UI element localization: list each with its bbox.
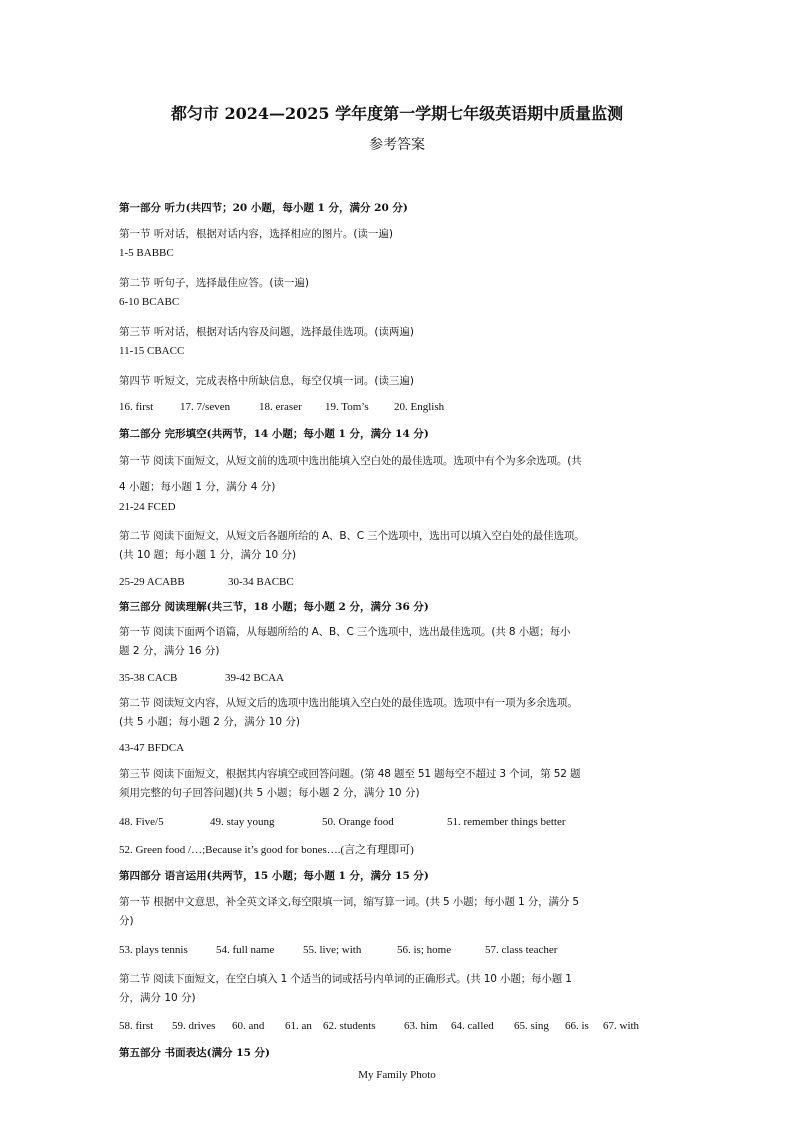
part4-section2-desc-line1: 第二节 阅读下面短文，在空白填入 1 个适当的词或括号内单词的正确形式。(共 10 小题；每小题 1 bbox=[119, 973, 572, 985]
part1-heading: 第一部分 听力(共四节；20 小题，每小题 1 分，满分 20 分) bbox=[119, 202, 408, 214]
part2-section2-answers bbox=[119, 573, 679, 592]
part2-section1-desc-line2: 4 小题；每小题 1 分，满分 4 分) bbox=[119, 481, 276, 493]
answer-item: 53. plays tennis bbox=[119, 944, 188, 956]
answer-item: 19. Tom’s bbox=[325, 401, 369, 413]
part1-section4-answers bbox=[119, 398, 679, 417]
answer-item: 51. remember things better bbox=[447, 816, 566, 828]
part1-section4-desc: 第四节 听短文，完成表格中所缺信息，每空仅填一词。(读三遍) bbox=[119, 375, 415, 387]
answer-item: 16. first bbox=[119, 401, 154, 413]
part4-section2-answers bbox=[119, 1017, 679, 1036]
answer-item: 61. an bbox=[285, 1020, 312, 1032]
part3-section2-answers: 43-47 BFDCA bbox=[119, 742, 185, 754]
part4-section1-desc-line1: 第一节 根据中文意思，补全英文译文,每空限填一词，缩写算一词。(共 5 小题；每小题 1 分，满分 5 bbox=[119, 896, 579, 908]
part3-answer-52: 52. Green food /…;Because it’s good for bones….(言之有理即可) bbox=[119, 844, 414, 856]
answer-item: 60. and bbox=[232, 1020, 265, 1032]
essay-title: My Family Photo bbox=[358, 1069, 436, 1081]
answer-item: 59. drives bbox=[172, 1020, 216, 1032]
part3-section2-desc-line2: (共 5 小题；每小题 2 分，满分 10 分) bbox=[119, 716, 300, 728]
part3-section3-answers bbox=[119, 813, 679, 832]
part3-section1-desc-line1: 第一节 阅读下面两个语篇，从每题所给的 A、B、C 三个选项中，选出最佳选项。(共 8 小题；每小 bbox=[119, 626, 571, 638]
part1-section2-desc: 第二节 听句子，选择最佳应答。(读一遍) bbox=[119, 277, 310, 289]
answer-item: 67. with bbox=[603, 1020, 640, 1032]
part3-section3-desc-line1: 第三节 阅读下面短文，根据其内容填空或回答问题。(第 48 题至 51 题每空不超过 3 个词，第 52 题 bbox=[119, 768, 581, 780]
part4-section1-desc-line2: 分) bbox=[119, 915, 134, 927]
answer-item: 55. live; with bbox=[303, 944, 362, 956]
answer-item: 65. sing bbox=[514, 1020, 549, 1032]
answer-item: 62. students bbox=[323, 1020, 376, 1032]
part2-section1-answers: 21-24 FCED bbox=[119, 501, 176, 513]
answer-item: 20. English bbox=[394, 401, 445, 413]
part1-section3-answers: 11-15 CBACC bbox=[119, 345, 185, 357]
part2-section2-desc-line1: 第二节 阅读下面短文，从短文后各题所给的 A、B、C 三个选项中，选出可以填入空白处的最佳选项。 bbox=[119, 530, 585, 542]
part1-section2-answers: 6-10 BCABC bbox=[119, 296, 180, 308]
answer-item: 50. Orange food bbox=[322, 816, 394, 828]
answer-item: 18. eraser bbox=[259, 401, 302, 413]
part2-section2-desc-line2: (共 10 题；每小题 1 分，满分 10 分) bbox=[119, 549, 297, 561]
answer-item: 49. stay young bbox=[210, 816, 275, 828]
part1-section1-answers: 1-5 BABBC bbox=[119, 247, 174, 259]
answer-item: 58. first bbox=[119, 1020, 154, 1032]
part3-section3-desc-line2: 须用完整的句子回答问题)(共 5 小题；每小题 2 分，满分 10 分) bbox=[119, 787, 420, 799]
answer-item: 25-29 ACABB bbox=[119, 576, 185, 588]
part1-section3-desc: 第三节 听对话，根据对话内容及问题，选择最佳选项。(读两遍) bbox=[119, 326, 415, 338]
answer-item: 57. class teacher bbox=[485, 944, 558, 956]
part4-section2-desc-line2: 分，满分 10 分) bbox=[119, 992, 196, 1004]
answer-item: 39-42 BCAA bbox=[225, 672, 284, 684]
answer-item: 66. is bbox=[565, 1020, 589, 1032]
part2-heading: 第二部分 完形填空(共两节，14 小题；每小题 1 分，满分 14 分) bbox=[119, 428, 429, 440]
part3-section2-desc-line1: 第二节 阅读短文内容，从短文后的选项中选出能填入空白处的最佳选项。选项中有一项为多余选项。 bbox=[119, 697, 578, 709]
part2-section1-desc-line1: 第一节 阅读下面短文，从短文前的选项中选出能填入空白处的最佳选项。选项中有个为多余选项。(共 bbox=[119, 455, 582, 467]
answer-item: 48. Five/5 bbox=[119, 816, 164, 828]
answer-item: 64. called bbox=[451, 1020, 494, 1032]
answer-item: 54. full name bbox=[216, 944, 275, 956]
part4-section1-answers bbox=[119, 941, 679, 960]
part1-section1-desc: 第一节 听对话，根据对话内容，选择相应的图片。(读一遍) bbox=[119, 228, 394, 240]
answer-item: 56. is; home bbox=[397, 944, 452, 956]
part3-heading: 第三部分 阅读理解(共三节，18 小题；每小题 2 分，满分 36 分) bbox=[119, 601, 429, 613]
answer-item: 35-38 CACB bbox=[119, 672, 178, 684]
part3-section1-desc-line2: 题 2 分，满分 16 分) bbox=[119, 645, 220, 657]
part3-section1-answers bbox=[119, 669, 679, 688]
page-subtitle: 参考答案 bbox=[369, 137, 425, 153]
answer-item: 63. him bbox=[404, 1020, 438, 1032]
answer-item: 17. 7/seven bbox=[180, 401, 231, 413]
part5-heading: 第五部分 书面表达(满分 15 分) bbox=[119, 1047, 271, 1059]
part4-heading: 第四部分 语言运用(共两节，15 小题；每小题 1 分，满分 15 分) bbox=[119, 870, 429, 882]
answer-item: 30-34 BACBC bbox=[228, 576, 294, 588]
page-title: 都匀市 2024—2025 学年度第一学期七年级英语期中质量监测 bbox=[170, 104, 624, 123]
